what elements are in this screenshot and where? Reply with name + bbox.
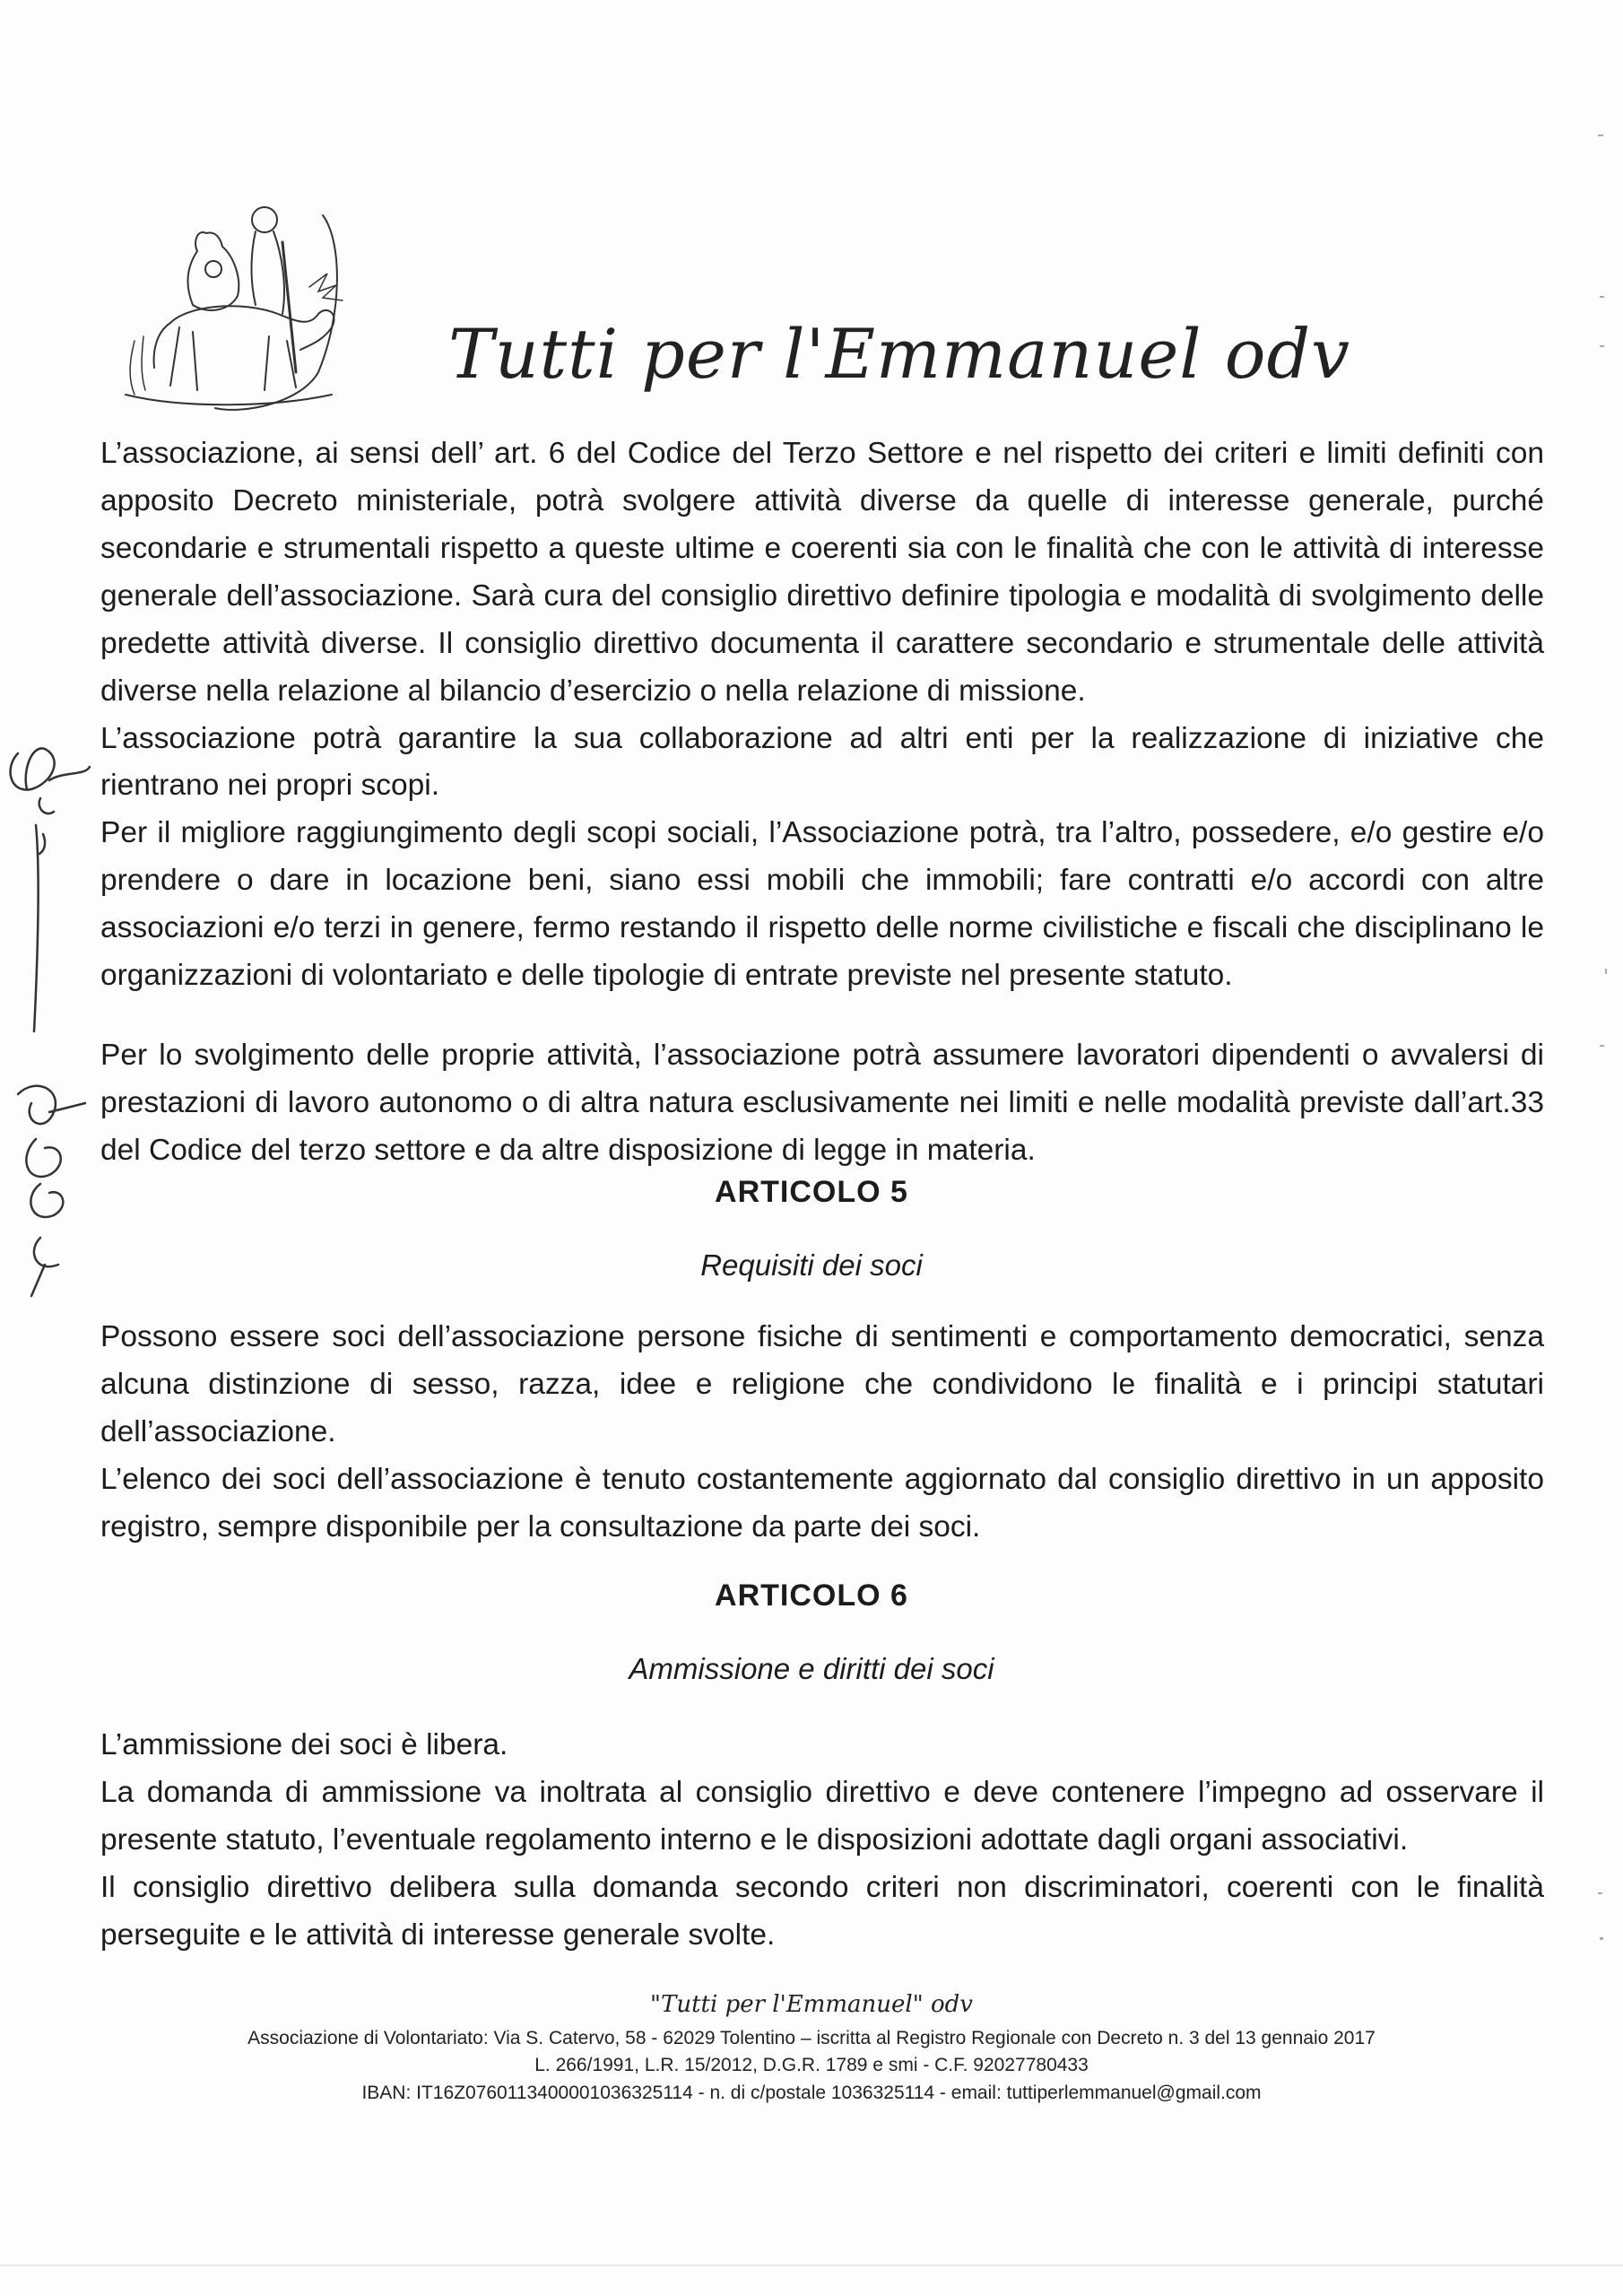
paragraph: Il consiglio direttivo delibera sulla domanda secondo criteri non discriminatori, coerenti con le finalità perseguite e le attività di interesse generale svolte. (100, 1870, 1544, 1952)
article-6-body (100, 1722, 1544, 1960)
holy-family-logo-icon (108, 179, 377, 422)
paragraph: L’ammissione dei soci è libera. (100, 1728, 508, 1761)
scan-specks (1587, 0, 1623, 2296)
footer-address: Associazione di Volontariato: Via S. Catervo, 58 - 62029 Tolentino – iscritta al Registro Regionale con Decreto n. 3 del 13 gennaio 2017 (247, 2028, 1376, 2048)
association-brand-title: Tutti per l'Emmanuel odv (448, 314, 1351, 394)
article-6-title: ARTICOLO 6 (715, 1578, 908, 1613)
article-5-title: ARTICOLO 5 (715, 1175, 908, 1209)
paragraph: L’associazione potrà garantire la sua collaborazione ad altri enti per la realizzazione di iniziative che rientrano nei propri scopi. (100, 721, 1544, 803)
footer-contacts: IBAN: IT16Z0760113400001036325114 - n. di c/postale 1036325114 - email: tuttiperlemmanuel@gmail.com (361, 2082, 1262, 2103)
paragraph: L’associazione, ai sensi dell’ art. 6 del Codice del Terzo Settore e nel rispetto dei criteri e limiti definiti con apposito Decreto ministeriale, potrà svolgere attività diverse da quelle di interesse generale, purché secondarie e strumentali rispetto a queste ultime e coerenti sia con le finalità che con le attività di interesse generale dell’associazione. Sarà cura del consiglio direttivo definire tipologia e modalità di svolgimento delle predette attività diverse. Il consiglio direttivo documenta il carattere secondario e strumentale delle attività diverse nella relazione al bilancio d’esercizio o nella relazione di missione. (100, 437, 1544, 708)
intro-section (100, 430, 1544, 1175)
paragraph: L’elenco dei soci dell’associazione è tenuto costantemente aggiornato dal consiglio direttivo in un apposito registro, sempre disponibile per la consultazione da parte dei soci. (100, 1462, 1544, 1544)
letterhead-footer (0, 1991, 1623, 2107)
article-5-subtitle: Requisiti dei soci (700, 1248, 923, 1282)
paragraph: Per lo svolgimento delle proprie attività, l’associazione potrà assumere lavoratori dipendenti o avvalersi di prestazioni di lavoro autonomo o di altra natura esclusivamente nei limiti e nelle modalità previste dall’art.33 del Codice del terzo settore e da altre disposizione di legge in materia. (100, 1039, 1544, 1167)
paragraph: Per il migliore raggiungimento degli scopi sociali, l’Associazione potrà, tra l’altro, possedere, e/o gestire e/o prendere o dare in locazione beni, siano essi mobili che immobili; fare contratti e/o accordi con altre associazioni e/o terzi in genere, fermo restando il rispetto delle norme civilistiche e fiscali che disciplinano le organizzazioni di volontariato e delle tipologie di entrate previste nel presente statuto. (100, 816, 1544, 993)
footer-legal-refs: L. 266/1991, L.R. 15/2012, D.G.R. 1789 e smi - C.F. 92027780433 (534, 2055, 1089, 2076)
margin-signature-icon (0, 735, 99, 1309)
paragraph: La domanda di ammissione va inoltrata al consiglio direttivo e deve contenere l’impegno ad osservare il presente statuto, l’eventuale regolamento interno e le disposizioni adottate dagli organi associativi. (100, 1775, 1544, 1857)
footer-brand: "Tutti per l'Emmanuel" odv (650, 1991, 973, 2018)
scan-bottom-edge (0, 2265, 1623, 2266)
paragraph: Possono essere soci dell’associazione persone fisiche di sentimenti e comportamento democratici, senza alcuna distinzione di sesso, razza, idee e religione che condividono le finalità e i principi statutari dell’associazione. (100, 1320, 1544, 1448)
article-5-body (100, 1314, 1544, 1552)
article-6-subtitle: Ammissione e diritti dei soci (629, 1652, 994, 1685)
